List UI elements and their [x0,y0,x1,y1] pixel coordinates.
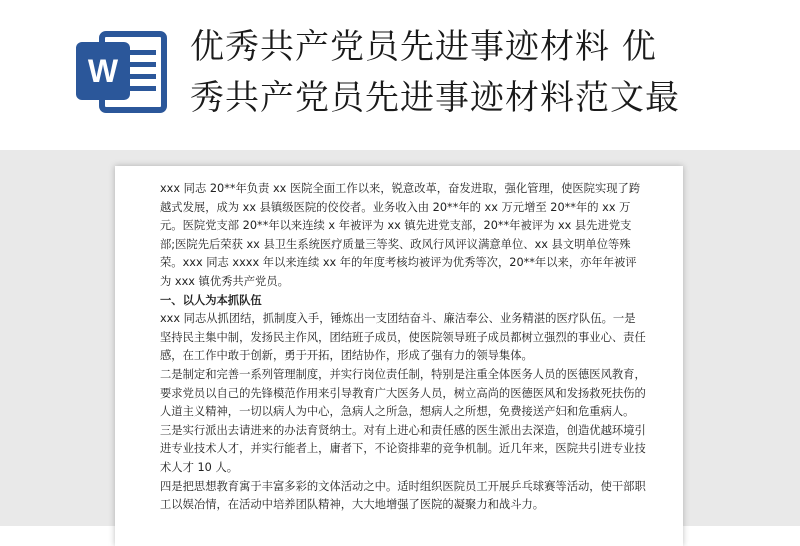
section-heading: 一、以人为本抓队伍 [160,293,262,307]
paragraph: xxx 同志 20**年负责 xx 医院全面工作以来，锐意改革，奋发进取，强化管理，使医院实现了跨越式发展，成为 xx 县镇级医院的佼佼者。业务收入由 20**年的 xx 万元增至 20**年的 xx 万元。医院党支部 20**年以来连续 x 年被评为 xx 镇先进党支部，20**年被评为 xx 县先进党支部;医院先后荣获 xx 县卫生系统医疗质量三等奖、政风行风评议满意单位、xx 县文明单位等殊荣。xxx 同志 xxxx 年以来连续 xx 年的年度考核均被评为优秀等次，20**年以来，亦年年被评为 xxx 镇优秀共产党员。 [160,182,641,288]
svg-text:W: W [87,53,119,89]
paragraph: 二是制定和完善一系列管理制度，并实行岗位责任制，特别是注重全体医务人员的医德医风教育，要求党员以自己的先锋模范作用来引导教育广大医务人员，树立高尚的医德医风和发扬救死扶伤的人道主义精神，一切以病人为中心，急病人之所急，想病人之所想，免费接送产妇和危重病人。 [160,367,646,419]
word-document-icon [72,30,168,114]
paragraph: xxx 同志从抓团结，抓制度入手，锤炼出一支团结奋斗、廉洁奉公、业务精湛的医疗队伍。一是坚持民主集中制，发扬民主作风，团结班子成员，使医院领导班子成员都树立强烈的事业心、责任感，在工作中敢于创新，勇于开拓，团结协作，形成了强有力的领导集体。 [160,312,646,363]
page-title: 优秀共产党员先进事迹材料 优 秀共产党员先进事迹材料范文最 [190,27,680,118]
header-banner [0,0,800,160]
paragraph: 三是实行派出去请进来的办法育贤纳士。对有上进心和责任感的医生派出去深造，创造优越环境引进专业技术人才，并实行能者上，庸者下，不论资排辈的竞争机制。近几年来，医院共引进专业技术人才 10 人。 [160,423,646,474]
document-body [160,180,646,515]
paragraph: 四是把思想教育寓于丰富多彩的文体活动之中。适时组织医院员工开展乒乓球赛等活动，使干部职工以娱冶情，在活动中培养团队精神，大大地增强了医院的凝聚力和战斗力。 [160,479,646,512]
